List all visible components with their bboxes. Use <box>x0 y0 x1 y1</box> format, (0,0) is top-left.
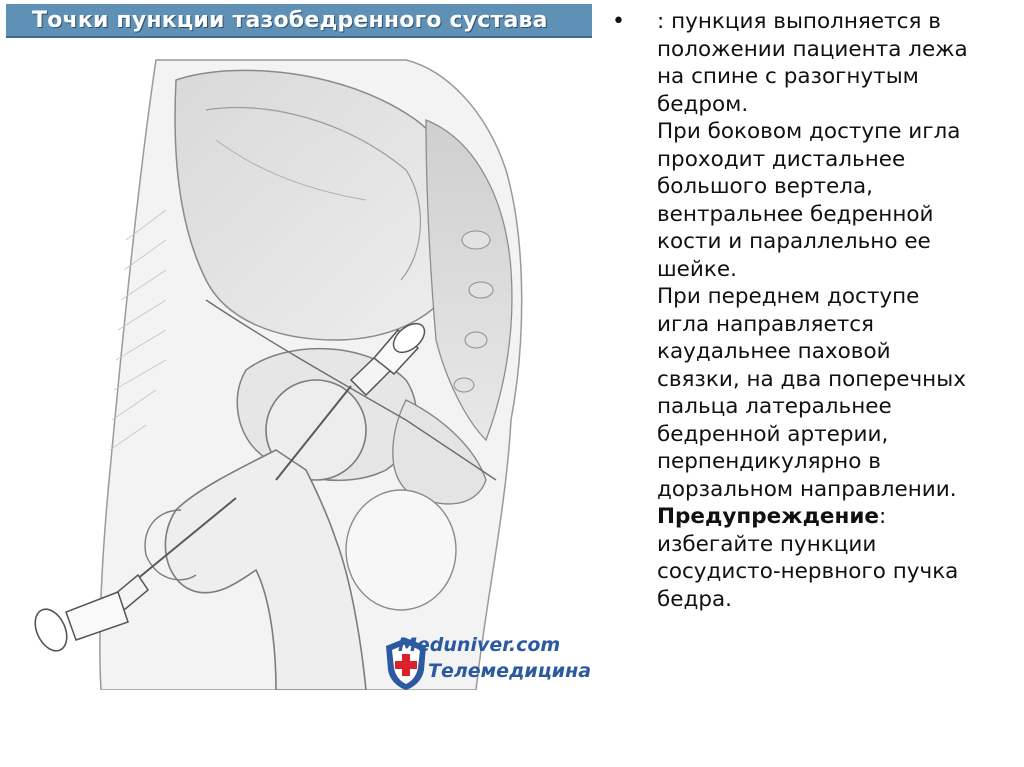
text-line: бедра. <box>657 586 733 612</box>
text-line: бедренной артерии, <box>657 421 889 447</box>
text-line: большого вертела, <box>657 174 873 199</box>
hip-joint-sketch <box>6 40 592 690</box>
text-line: вентральнее бедренной <box>657 201 934 227</box>
figure-title: Точки пункции тазобедренного сустава <box>6 4 592 38</box>
meduniver-watermark <box>380 630 600 694</box>
text-line: проходит дистальнее <box>657 146 906 172</box>
text-line: : пункция выполняется в <box>657 9 941 34</box>
text-line: При переднем доступе <box>657 284 920 309</box>
text-line: При боковом доступе игла <box>657 119 961 144</box>
obturator-foramen <box>346 490 456 610</box>
text-line: кости и параллельно ее <box>657 229 931 254</box>
text-line: положении пациента лежа <box>657 36 968 62</box>
watermark-line2: Телемедицина <box>428 660 592 682</box>
bullet-marker: • <box>612 9 625 34</box>
hip-puncture-illustration <box>6 4 592 690</box>
text-line: дорзальном направлении. <box>657 476 957 502</box>
text-line: избегайте пункции <box>657 531 877 557</box>
warning-line <box>657 503 1017 531</box>
warning-colon: : <box>879 504 887 529</box>
text-line: игла направляется <box>657 311 874 337</box>
text-line: связки, на два поперечных <box>657 366 966 392</box>
text-line: пальца латеральнее <box>657 394 892 419</box>
bullet-text <box>657 8 1017 613</box>
text-line: бедром. <box>657 91 749 117</box>
text-line: каудальнее паховой <box>657 339 891 364</box>
watermark-line1: Meduniver.com <box>398 634 561 656</box>
text-line: на спине с разогнутым <box>657 64 919 89</box>
text-line: шейке. <box>657 256 737 282</box>
warning-label: Предупреждение <box>657 504 880 529</box>
text-line: перпендикулярно в <box>657 449 881 474</box>
text-line: сосудисто-нервного пучка <box>657 559 959 584</box>
